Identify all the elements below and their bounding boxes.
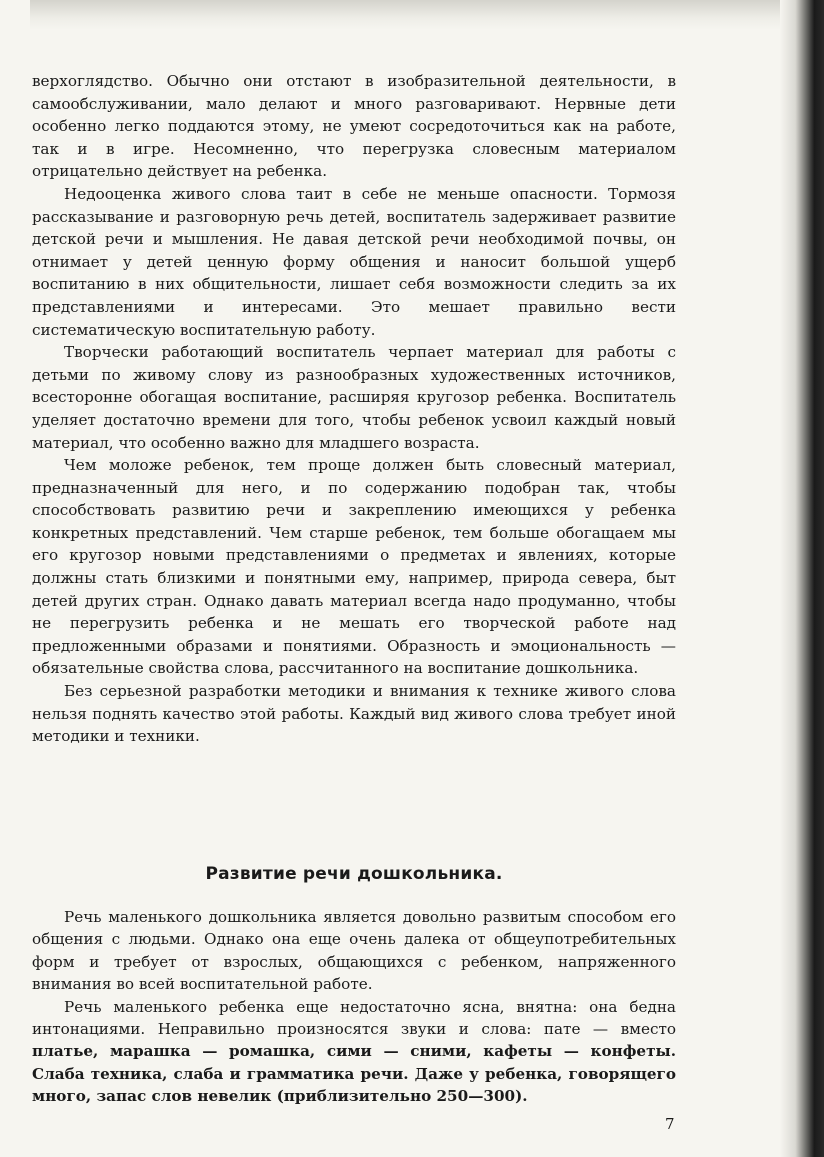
book-spine-shadow bbox=[780, 0, 824, 1157]
section-heading: Развитие речи дошкольника. bbox=[205, 864, 503, 884]
paragraph bbox=[32, 996, 676, 1108]
page-number: 7 bbox=[665, 1115, 675, 1133]
paragraph-part: Речь маленького ребенка еще недостаточно ясна, внятна: она бедна интонациями. Неправильно произносятся звуки и слова: пате — вместо bbox=[32, 997, 676, 1039]
paragraph: Без серьезной разработки методики и внимания к технике живого слова нельзя поднять качество этой работы. Каждый вид живого слова требует иной методики и техники. bbox=[32, 682, 676, 746]
main-text bbox=[32, 70, 676, 748]
paragraph: верхоглядство. Обычно они отстают в изобразительной деятельности, в самообслуживании, мало делают и много разговаривают. Нервные дети особенно легко поддаются этому, не умеют сосредоточиться как на работе, так и в игре. Несомненно, что перегрузка словесным материалом отрицательно действует на ребенка. bbox=[32, 72, 676, 181]
paragraph-part-bold: платье, марашка — ромашка, сими — сними, кафеты — конфеты. Слаба техника, слаба и грамматика речи. Даже у ребенка, говорящего много, запас слов невелик (приблизительно 250—300). bbox=[32, 1042, 676, 1106]
page-top-edge bbox=[30, 0, 790, 30]
section-text bbox=[32, 906, 676, 1108]
paragraph: Творчески работающий воспитатель черпает материал для работы с детьми по живому слову из разнообразных художественных источников, всесторонне обогащая воспитание, расширяя кругозор ребенка. Воспитатель уделяет достаточно времени для того, чтобы ребенок усвоил каждый новый материал, что особенно важно для младшего возраста. bbox=[32, 343, 676, 452]
paragraph: Чем моложе ребенок, тем проще должен быть словесный материал, предназначенный для него, и по содержанию подобран так, чтобы способствовать развитию речи и закреплению имеющихся у ребенка конкретных представлений. Чем старше ребенок, тем больше обогащаем мы его кругозор новыми представлениями о предметах и явлениях, которые должны стать близкими и понятными ему, например, природа севера, быт детей других стран. Однако давать материал всегда надо продуманно, чтобы не перегрузить ребенка и не мешать его творческой работе над предложенными образами и понятиями. Образность и эмоциональность — обязательные свойства слова, рассчитанного на воспитание дошкольника. bbox=[32, 456, 676, 678]
paragraph: Недооценка живого слова таит в себе не меньше опасности. Тормозя рассказывание и разговорную речь детей, воспитатель задерживает развитие детской речи и мышления. Не давая детской речи необходимой почвы, он отнимает у детей ценную форму общения и наносит большой ущерб воспитанию в них общительности, лишает себя возможности следить за их представлениями и интересами. Это мешает правильно вести систематическую воспитательную работу. bbox=[32, 184, 676, 339]
paragraph: Речь маленького дошкольника является довольно развитым способом его общения с людьми. Однако она еще очень далека от общеупотребительных форм и требует от взрослых, общающихся с ребенком, напряженного внимания во всей воспитательной работе. bbox=[32, 908, 676, 994]
